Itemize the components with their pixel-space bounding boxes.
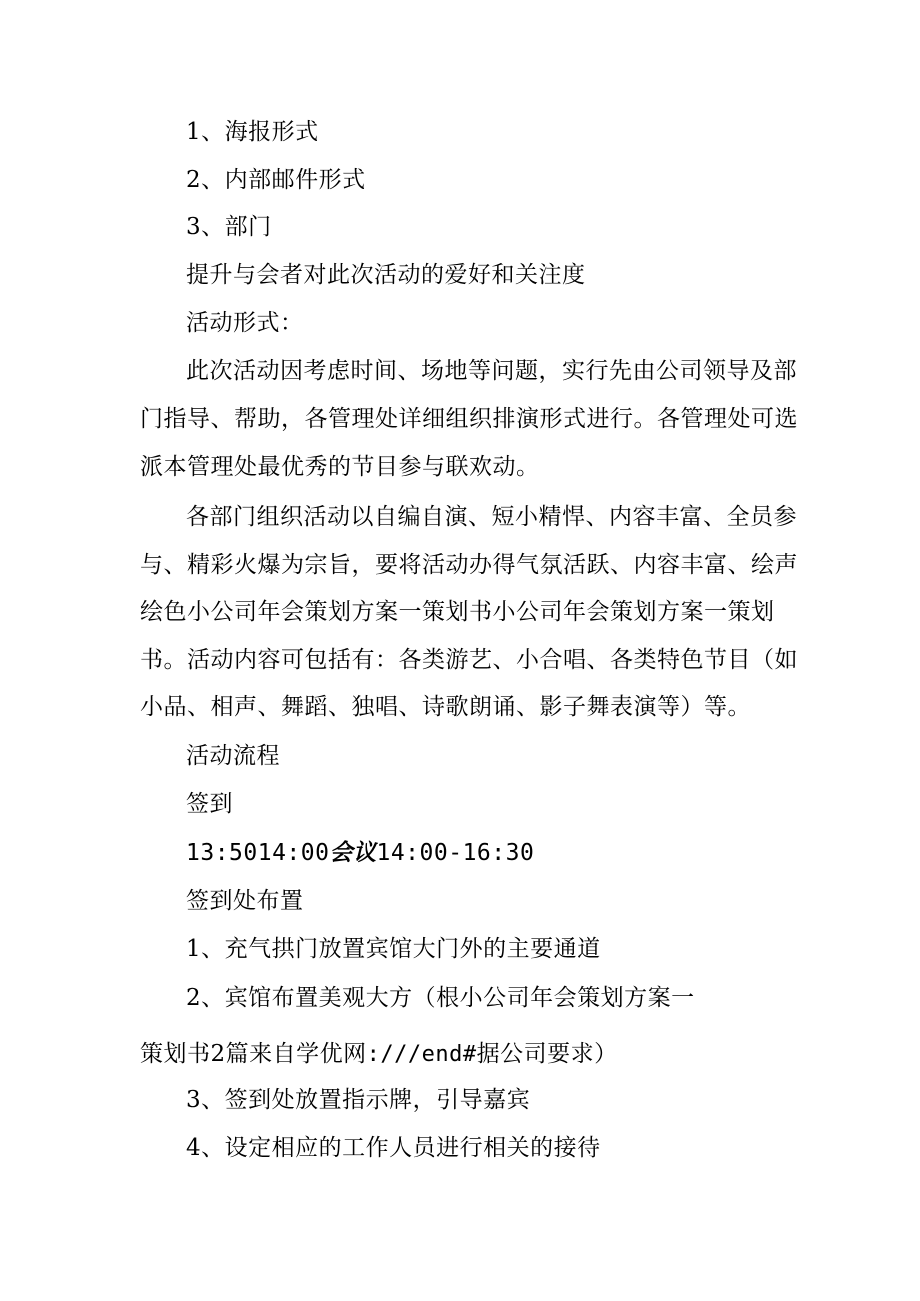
schedule-time-range: 14:00-16:30 [376, 840, 535, 866]
list-item: 2、宾馆布置美观大方（根小公司年会策划方案一 [186, 985, 695, 1011]
paragraph: 小品、相声、舞蹈、独唱、诗歌朗诵、影子舞表演等）等。 [140, 694, 751, 720]
paragraph: 各部门组织活动以自编自演、短小精悍、内容丰富、全员参 [186, 504, 797, 530]
paragraph: 门指导、帮助，各管理处详细组织排演形式进行。各管理处可选 [140, 406, 798, 432]
source-line [140, 1039, 618, 1070]
section-heading: 签到处布置 [186, 888, 304, 914]
list-item: 2、内部邮件形式 [186, 167, 366, 193]
paragraph: 与、精彩火爆为宗旨，要将活动办得气氛活跃、内容丰富、绘声 [140, 552, 798, 578]
list-item: 3、部门 [186, 214, 272, 240]
schedule-word: 会议 [329, 840, 377, 866]
paragraph: 书。活动内容可包括有：各类游艺、小合唱、各类特色节目（如 [140, 647, 798, 673]
list-item: 1、充气拱门放置宾馆大门外的主要通道 [186, 936, 601, 962]
list-item: 1、海报形式 [186, 119, 319, 145]
source-prefix: 策划书2篇来自学优网 [140, 1041, 367, 1067]
schedule-time-start: 13:5014:00 [186, 840, 330, 866]
list-item: 3、签到处放置指示牌，引导嘉宾 [186, 1087, 531, 1113]
schedule-line [186, 838, 534, 868]
section-heading: 活动形式： [186, 310, 304, 336]
source-url: :///end# [366, 1042, 477, 1067]
paragraph: 绘色小公司年会策划方案一策划书小公司年会策划方案一策划 [140, 599, 775, 625]
paragraph: 签到 [186, 791, 233, 817]
section-heading: 活动流程 [186, 743, 280, 769]
paragraph: 提升与会者对此次活动的爱好和关注度 [186, 262, 586, 288]
source-suffix: 据公司要求） [476, 1041, 618, 1067]
list-item: 4、设定相应的工作人员进行相关的接待 [186, 1135, 601, 1161]
paragraph: 派本管理处最优秀的节目参与联欢动。 [140, 454, 540, 480]
paragraph: 此次活动因考虑时间、场地等问题，实行先由公司领导及部 [186, 358, 797, 384]
